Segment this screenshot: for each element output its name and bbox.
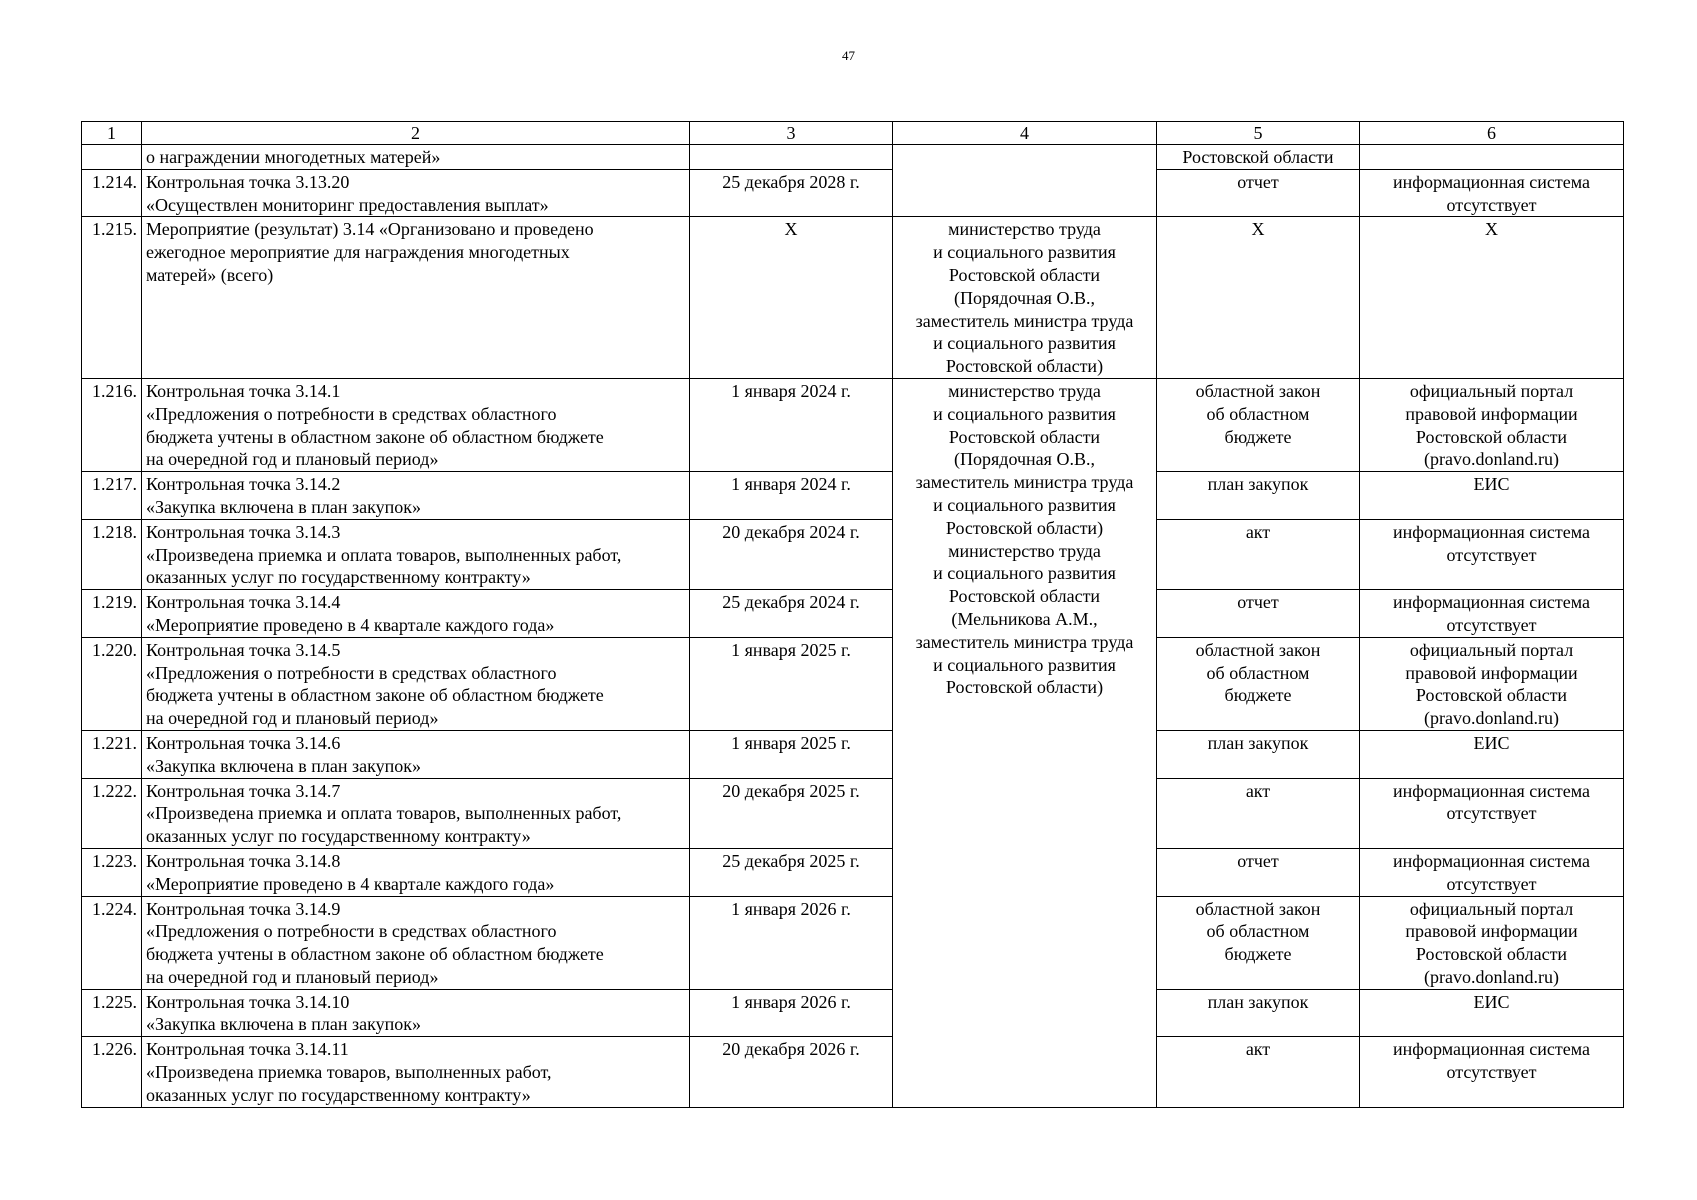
information-system-line: отсутствует (1446, 803, 1537, 824)
responsible-executor (893, 378, 1157, 1107)
item-name-line: «Осуществлен мониторинг предоставления выплат» (146, 194, 549, 215)
information-system (1360, 378, 1624, 471)
table-row (82, 896, 1624, 989)
item-name (142, 989, 690, 1037)
row-number: 1.218. (82, 519, 142, 589)
responsible-executor-line: Ростовской области (948, 264, 1101, 285)
information-system-line: правовой информации (1405, 403, 1578, 424)
item-name-line: «Предложения о потребности в средствах областного (146, 403, 557, 424)
deadline: 20 декабря 2026 г. (690, 1037, 893, 1107)
information-system (1360, 590, 1624, 638)
document-type (1157, 989, 1360, 1037)
row-number: 1.221. (82, 730, 142, 778)
responsible-executor-line: и социального развития (933, 242, 1116, 263)
item-name (142, 896, 690, 989)
information-system-line: отсутствует (1446, 873, 1537, 894)
document-type-line: план закупок (1207, 474, 1309, 495)
header-cell: 6 (1360, 122, 1624, 145)
item-name-line: «Произведена приемка товаров, выполненных работ, (146, 1062, 552, 1083)
information-system-line: правовой информации (1405, 921, 1578, 942)
document-type-line: областной закон (1195, 898, 1321, 919)
item-name-line: матерей» (всего) (146, 264, 274, 285)
information-system-line: информационная система (1393, 592, 1590, 613)
information-system-line: информационная система (1393, 521, 1590, 542)
responsible-executor-line: министерство труда (948, 219, 1101, 240)
item-name-line: «Закупка включена в план закупок» (146, 1014, 421, 1035)
responsible-executor-line: министерство труда (948, 380, 1101, 401)
item-name (142, 472, 690, 520)
deadline: 1 января 2026 г. (690, 989, 893, 1037)
table-row (82, 590, 1624, 638)
item-name-line: Контрольная точка 3.14.4 (146, 592, 341, 613)
responsible-executor-line: и социального развития (933, 494, 1116, 515)
row-number: 1.223. (82, 848, 142, 896)
information-system-line: ЕИС (1473, 991, 1510, 1012)
responsible-executor-line: заместитель министра труда (915, 631, 1134, 652)
item-name: о награждении многодетных матерей» (142, 145, 690, 170)
information-system-line: ЕИС (1473, 732, 1510, 753)
item-name-line: Контрольная точка 3.13.20 (146, 171, 350, 192)
row-number: 1.226. (82, 1037, 142, 1107)
deadline: 25 декабря 2024 г. (690, 590, 893, 638)
responsible-executor-line: Ростовской области (948, 426, 1101, 447)
information-system-line: Ростовской области (1415, 944, 1568, 965)
item-name-line: «Закупка включена в план закупок» (146, 496, 421, 517)
row-number (82, 145, 142, 170)
document-type (1157, 1037, 1360, 1107)
item-name-line: Контрольная точка 3.14.8 (146, 850, 341, 871)
item-name (142, 378, 690, 471)
header-cell: 3 (690, 122, 893, 145)
item-name-line: Контрольная точка 3.14.5 (146, 639, 341, 660)
item-name-line: ежегодное мероприятие для награждения многодетных (146, 242, 570, 263)
item-name (142, 848, 690, 896)
document-type (1157, 472, 1360, 520)
table-row (82, 519, 1624, 589)
document-type (1157, 169, 1360, 217)
responsible-executor-line: заместитель министра труда (915, 310, 1134, 331)
document-type-line: областной закон (1195, 639, 1321, 660)
item-name-line: «Произведена приемка и оплата товаров, выполненных работ, (146, 803, 622, 824)
item-name-line: Контрольная точка 3.14.10 (146, 991, 350, 1012)
table-row (82, 989, 1624, 1037)
information-system-line: информационная система (1393, 171, 1590, 192)
control-points-table (81, 121, 1624, 1108)
document-type-line: акт (1245, 521, 1271, 542)
information-system-line: правовой информации (1405, 662, 1578, 683)
item-name-line: Контрольная точка 3.14.9 (146, 898, 341, 919)
item-name-line: «Мероприятие проведено в 4 квартале каждого года» (146, 873, 555, 894)
information-system-line: информационная система (1393, 780, 1590, 801)
item-name-line: бюджета учтены в областном законе об областном бюджете (146, 685, 604, 706)
item-name-line: «Произведена приемка и оплата товаров, выполненных работ, (146, 544, 622, 565)
item-name (142, 637, 690, 730)
row-number: 1.215. (82, 217, 142, 379)
item-name (142, 1037, 690, 1107)
item-name (142, 519, 690, 589)
responsible-executor-line: Ростовской области) (945, 356, 1104, 377)
information-system-line: отсутствует (1446, 1062, 1537, 1083)
information-system-line: отсутствует (1446, 544, 1537, 565)
responsible-executor-line: заместитель министра труда (915, 472, 1134, 493)
responsible-executor-line: министерство труда (948, 540, 1101, 561)
row-number: 1.217. (82, 472, 142, 520)
document-type (1157, 519, 1360, 589)
document-type (1157, 217, 1360, 379)
item-name-line: Контрольная точка 3.14.7 (146, 780, 341, 801)
document-type-line: об областном (1206, 662, 1310, 683)
item-name-line: Контрольная точка 3.14.11 (146, 1039, 349, 1060)
document-type-line: об областном (1206, 403, 1310, 424)
continuation-row (82, 145, 1624, 170)
document-type-line: отчет (1237, 592, 1279, 613)
item-name (142, 169, 690, 217)
responsible-executor-line: Ростовской области (948, 586, 1101, 607)
information-system (1360, 848, 1624, 896)
document-type (1157, 848, 1360, 896)
responsible-executor-line: и социального развития (933, 654, 1116, 675)
table-row (82, 730, 1624, 778)
item-name (142, 778, 690, 848)
document-type-line: акт (1245, 1039, 1271, 1060)
table-row (82, 848, 1624, 896)
header-cell: 1 (82, 122, 142, 145)
deadline: Х (690, 217, 893, 379)
item-name (142, 590, 690, 638)
item-name-line: бюджета учтены в областном законе об областном бюджете (146, 944, 604, 965)
item-name (142, 730, 690, 778)
table-row (82, 472, 1624, 520)
document-type (1157, 730, 1360, 778)
document-type-line: областной закон (1195, 380, 1321, 401)
deadline: 1 января 2026 г. (690, 896, 893, 989)
document-type-line: акт (1245, 780, 1271, 801)
responsible-executor-line: и социального развития (933, 403, 1116, 424)
table-row (82, 378, 1624, 471)
header-cell: 4 (893, 122, 1157, 145)
table-row (82, 217, 1624, 379)
item-name-line: оказанных услуг по государственному контракту» (146, 1084, 531, 1105)
information-system-line: Ростовской области (1415, 685, 1568, 706)
information-system (1360, 1037, 1624, 1107)
information-system-line: (pravo.donland.ru) (1424, 966, 1559, 987)
item-name-line: Мероприятие (результат) 3.14 «Организовано и проведено (146, 219, 594, 240)
responsible-executor-line: (Мельникова А.М., (951, 608, 1098, 629)
item-name-line: на очередной год и плановый период» (146, 966, 439, 987)
row-number: 1.224. (82, 896, 142, 989)
deadline: 1 января 2024 г. (690, 472, 893, 520)
document-type (1157, 896, 1360, 989)
responsible-executor-line: Ростовской области) (945, 517, 1104, 538)
row-number: 1.220. (82, 637, 142, 730)
deadline: 25 декабря 2025 г. (690, 848, 893, 896)
responsible-executor-line: и социального развития (933, 563, 1116, 584)
header-cell: 2 (142, 122, 690, 145)
information-system (1360, 169, 1624, 217)
item-name-line: «Закупка включена в план закупок» (146, 755, 421, 776)
document-type-line: бюджете (1224, 426, 1292, 447)
information-system (1360, 896, 1624, 989)
row-number: 1.214. (82, 169, 142, 217)
document-type-line: бюджете (1224, 685, 1292, 706)
information-system (1360, 519, 1624, 589)
item-name-line: на очередной год и плановый период» (146, 449, 439, 470)
item-name-line: Контрольная точка 3.14.2 (146, 474, 341, 495)
information-system-line: (pravo.donland.ru) (1424, 449, 1559, 470)
document-type-line: отчет (1237, 171, 1279, 192)
item-name-line: бюджета учтены в областном законе об областном бюджете (146, 426, 604, 447)
document-type-line: план закупок (1207, 732, 1309, 753)
information-system (1360, 637, 1624, 730)
page-number: 47 (842, 48, 855, 63)
item-name-line: Контрольная точка 3.14.1 (146, 380, 341, 401)
row-number: 1.225. (82, 989, 142, 1037)
item-name-line: оказанных услуг по государственному контракту» (146, 567, 531, 588)
document-type (1157, 778, 1360, 848)
document-type-line: отчет (1237, 850, 1279, 871)
table-row (82, 778, 1624, 848)
document-type-line: Х (1251, 219, 1265, 240)
information-system-line: информационная система (1393, 850, 1590, 871)
information-system (1360, 730, 1624, 778)
table-row (82, 637, 1624, 730)
deadline: 1 января 2024 г. (690, 378, 893, 471)
information-system (1360, 145, 1624, 170)
document-type (1157, 637, 1360, 730)
document-type-line: об областном (1206, 921, 1310, 942)
information-system-line: Х (1485, 219, 1498, 240)
document-type: Ростовской области (1157, 145, 1360, 170)
responsible-executor (893, 145, 1157, 217)
information-system-line: информационная система (1393, 1039, 1590, 1060)
document-type (1157, 378, 1360, 471)
item-name-line: оказанных услуг по государственному контракту» (146, 826, 531, 847)
information-system (1360, 778, 1624, 848)
item-name-line: Контрольная точка 3.14.6 (146, 732, 341, 753)
row-number: 1.222. (82, 778, 142, 848)
row-number: 1.216. (82, 378, 142, 471)
responsible-executor-line: (Порядочная О.В., (954, 449, 1095, 470)
responsible-executor (893, 217, 1157, 379)
item-name-line: Контрольная точка 3.14.3 (146, 521, 341, 542)
item-name (142, 217, 690, 379)
document-type (1157, 590, 1360, 638)
responsible-executor-line: Ростовской области) (945, 677, 1104, 698)
deadline: 1 января 2025 г. (690, 637, 893, 730)
information-system-line: официальный портал (1409, 639, 1574, 660)
information-system-line: официальный портал (1409, 380, 1574, 401)
deadline: 20 декабря 2025 г. (690, 778, 893, 848)
responsible-executor-line: и социального развития (933, 333, 1116, 354)
information-system-line: отсутствует (1446, 194, 1537, 215)
information-system-line: ЕИС (1473, 474, 1510, 495)
deadline (690, 145, 893, 170)
header-row (82, 122, 1624, 145)
row-number: 1.219. (82, 590, 142, 638)
document-type-line: план закупок (1207, 991, 1309, 1012)
table-row (82, 169, 1624, 217)
item-name-line: «Предложения о потребности в средствах областного (146, 921, 557, 942)
item-name-line: «Предложения о потребности в средствах областного (146, 662, 557, 683)
information-system (1360, 472, 1624, 520)
information-system-line: (pravo.donland.ru) (1424, 708, 1559, 729)
information-system (1360, 217, 1624, 379)
document-type-line: бюджете (1224, 944, 1292, 965)
deadline: 25 декабря 2028 г. (690, 169, 893, 217)
table-row (82, 1037, 1624, 1107)
item-name-line: на очередной год и плановый период» (146, 708, 439, 729)
information-system (1360, 989, 1624, 1037)
deadline: 1 января 2025 г. (690, 730, 893, 778)
item-name-line: «Мероприятие проведено в 4 квартале каждого года» (146, 614, 555, 635)
information-system-line: отсутствует (1446, 614, 1537, 635)
responsible-executor-line: (Порядочная О.В., (954, 287, 1095, 308)
information-system-line: официальный портал (1409, 898, 1574, 919)
deadline: 20 декабря 2024 г. (690, 519, 893, 589)
header-cell: 5 (1157, 122, 1360, 145)
information-system-line: Ростовской области (1415, 426, 1568, 447)
